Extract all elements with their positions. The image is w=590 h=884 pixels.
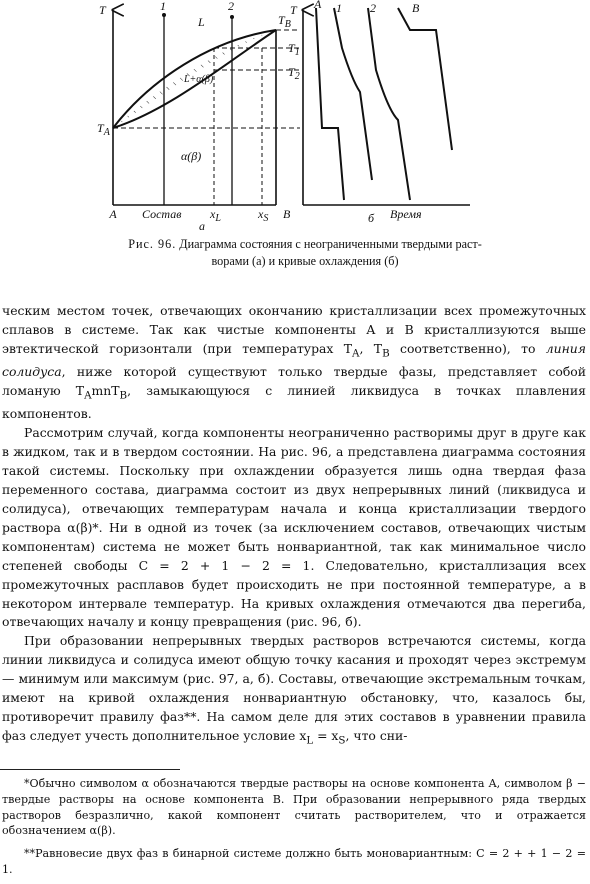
footnote-1: *Обычно символом α обозначаются твердые растворы на основе компонента A, символом β − твердые растворы на основе компонента B. При образовании непрерывного ряда твердых растворов безразлично, какой компонент считать растворителем, что и отражается обозначением α(β). <box>2 777 586 838</box>
diagram-a-axis-t: T <box>99 3 106 17</box>
diagram-a-sublabel: а <box>199 219 205 233</box>
corner-b-label: B <box>283 207 291 221</box>
t1-label: $T_1$ <box>288 41 300 58</box>
footnote-2: **Равновесие двух фаз в бинарной системе должно быть моновариантным: C = 2 + + 1 − 2 = 1. <box>2 847 586 876</box>
t-a-label: $T_A$ <box>97 121 110 138</box>
diagram-b-axis-t: T <box>290 3 297 17</box>
t2-label: $T_2$ <box>288 65 300 82</box>
x-s-label: $x_S$ <box>258 207 269 224</box>
corner-a-label: A <box>109 207 117 221</box>
figure-caption <box>100 236 510 270</box>
diagram-b-axis-x: Время <box>390 207 422 221</box>
caption-lead: Рис. 96. <box>128 237 177 251</box>
diagram-a-axis-x: Состав <box>142 207 182 221</box>
curve-1-label: 1 <box>336 1 342 15</box>
diagram-a <box>97 0 300 233</box>
diagram-b <box>288 0 470 225</box>
cooling-curve-b <box>398 8 452 150</box>
caption-line-2: ворами (а) и кривые охлаждения (б) <box>211 254 399 268</box>
body-text <box>2 302 586 750</box>
curve-2-label: 2 <box>370 1 376 15</box>
region-solid-label: α(β) <box>181 149 202 163</box>
region-liquid-label: L <box>198 15 205 29</box>
footnote-rule <box>0 769 180 770</box>
paragraph-3: При образовании непрерывных твердых растворов встречаются системы, когда линии ликвидуса и солидуса имеют общую точку касания и проходят через экстремум — минимум или максимум (рис. 97, а, б). Составы, отвечающие экстремальным точкам, имеют на кривой охлаждения нонвариантную обстановку, что, казалось бы, противоречит правилу фаз**. На самом деле для этих составов в уравнении правила фаз следует учесть дополнительное условие $x_L = x_S$, что сни- <box>2 633 586 747</box>
phase-diagram-svg <box>0 0 590 236</box>
alloy-1-label: 1 <box>160 0 166 13</box>
cooling-curve-2 <box>368 8 410 200</box>
curve-b-label: B <box>412 1 420 15</box>
x-l-label: $x_L$ <box>210 207 221 224</box>
caption-line-1: Диаграмма состояния с неограниченными твердыми раст- <box>176 237 482 251</box>
paragraph-1: ческим местом точек, отвечающих окончанию кристаллизации всех промежуточных сплавов в системе. Так как чистые компоненты A и B кристаллизуются выше эвтектической горизонтали (при температурах $T_A$, $T_B$ соответственно), то линия солидуса, ниже которой существуют только твердые фазы, представляет собой ломаную $T_AmnT_B$, замыкающуюся с линией ликвидуса в точках плавления компонентов. <box>2 303 586 422</box>
figure-96 <box>0 0 590 236</box>
t-b-label: $T_B$ <box>278 13 291 30</box>
diagram-b-sublabel: б <box>368 211 375 225</box>
region-two-phase-label: L+α(β) <box>184 74 214 85</box>
paragraph-2: Рассмотрим случай, когда компоненты неограниченно растворимы друг в друге как в жидком, так и в твердом состоянии. На рис. 96, а представлена диаграмма состояния такой системы. Поскольку при охлаждении образуется лишь одна твердая фаза переменного состава, диаграмма состоит из двух непрерывных линий (ликвидуса и солидуса), отвечающих температурам начала и конца кристаллизации твердого раствора α(β)*. Ни в одной из точек (за исключением составов, отвечающих чистым компонентам) система не может быть нонвариантной, так как минимальное число степеней свободы C = 2 + 1 − 2 = 1. Следовательно, кристаллизация всех промежуточных расплавов будет происходить не при постоянной температуре, а в некотором интервале температур. На кривых охлаждения отмечаются два перегиба, отвечающих началу и концу превращения (рис. 96, б). <box>2 425 586 630</box>
curve-a-label: A <box>314 0 322 11</box>
alloy-2-label: 2 <box>228 0 234 13</box>
